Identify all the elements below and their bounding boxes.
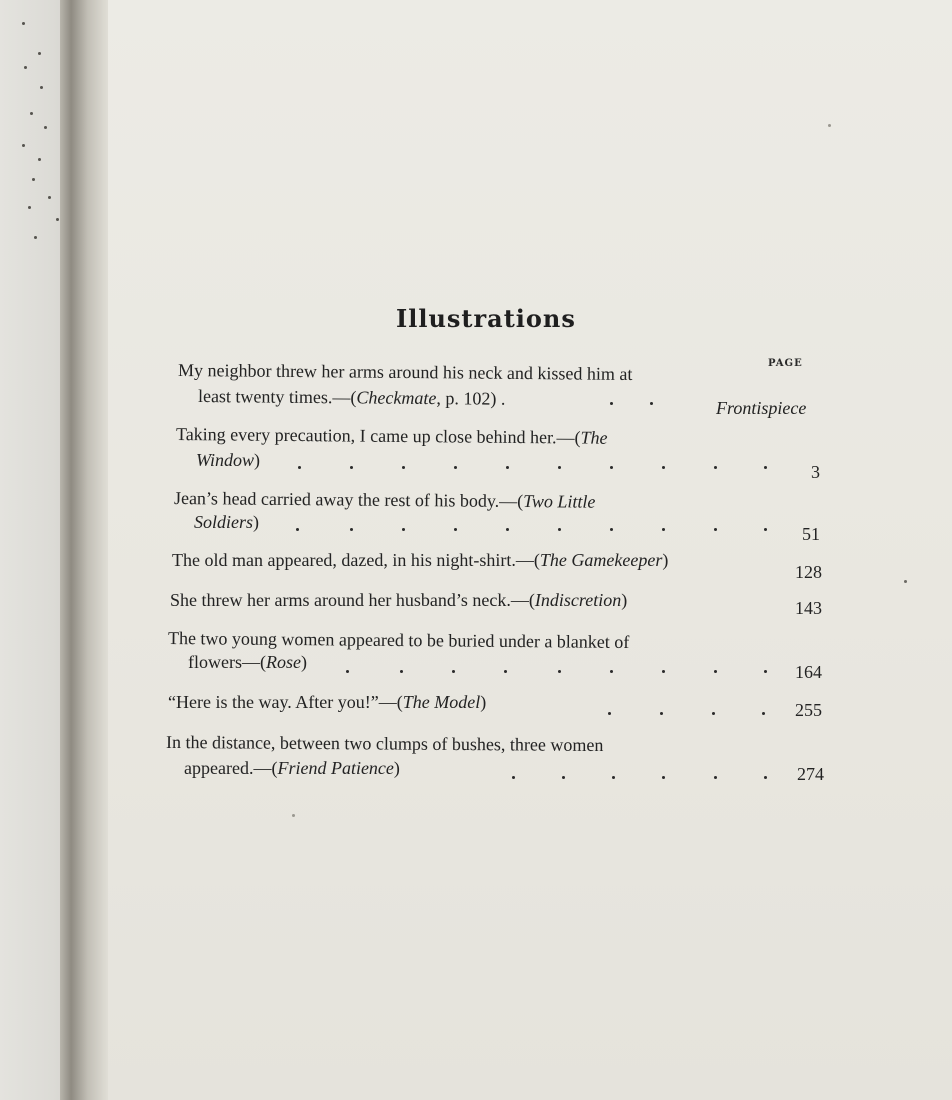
story-title: Indiscretion	[534, 590, 622, 610]
leader-dots	[608, 712, 778, 728]
leader-dot	[764, 528, 767, 531]
leader-dot	[504, 670, 507, 673]
leader-dots	[298, 466, 778, 482]
illustration-entry-line	[184, 758, 400, 779]
entry-text: least twenty times.—(	[197, 386, 357, 408]
entry-text: )	[662, 550, 669, 570]
entry-text: appeared.—(	[184, 758, 278, 778]
leader-dot	[558, 670, 561, 673]
leader-dot	[764, 466, 767, 469]
leader-dot	[714, 466, 717, 469]
entry-text: “Here is the way. After you!”—(	[168, 692, 403, 712]
illustration-entry-line	[166, 732, 604, 756]
story-title: Window	[196, 450, 255, 470]
margin-dot	[24, 66, 27, 69]
leader-dot	[650, 402, 653, 405]
page-number: 51	[802, 524, 820, 544]
illustration-entry-line	[196, 450, 260, 471]
leader-dot	[610, 670, 613, 673]
leader-dot	[762, 712, 765, 715]
leader-dot	[400, 670, 403, 673]
leader-dot	[558, 466, 561, 469]
paper-speck	[828, 124, 831, 127]
entry-text: flowers—(	[188, 652, 266, 672]
leader-dot	[402, 466, 405, 469]
page-number: 274	[797, 764, 824, 784]
leader-dot	[662, 776, 665, 779]
leader-dot	[660, 712, 663, 715]
leader-dot	[454, 528, 457, 531]
page-title: Illustrations	[396, 304, 576, 333]
leader-dot	[610, 402, 613, 405]
margin-dot	[28, 206, 31, 209]
page-reference-text: Frontispiece	[716, 398, 807, 418]
story-title: Checkmate	[356, 387, 437, 409]
paper-speck	[292, 814, 295, 817]
entry-text: )	[393, 758, 400, 778]
leader-dot	[350, 466, 353, 469]
leader-dot	[714, 776, 717, 779]
margin-dot	[22, 22, 25, 25]
page-column-heading: PAGE	[768, 358, 803, 369]
entry-text: )	[621, 590, 628, 610]
page-number: 3	[811, 462, 820, 482]
entry-text: Jean’s head carried away the rest of his body.—(	[173, 488, 524, 512]
leader-dot	[764, 670, 767, 673]
leader-dots	[346, 670, 776, 686]
story-title: The Gamekeeper	[539, 550, 663, 570]
margin-dot	[44, 126, 47, 129]
illustration-entry-line	[170, 590, 627, 611]
leader-dots	[512, 776, 782, 792]
margin-dot	[32, 178, 35, 181]
illustration-entry-line	[194, 512, 259, 533]
leader-dot	[402, 528, 405, 531]
leader-dot	[714, 670, 717, 673]
entry-text: The old man appeared, dazed, in his night-shirt.—(	[172, 550, 540, 570]
illustration-entry-line	[168, 628, 630, 653]
leader-dot	[610, 466, 613, 469]
margin-dot	[30, 112, 33, 115]
margin-dot	[38, 52, 41, 55]
illustration-entry-line	[174, 488, 596, 513]
leader-dot	[662, 528, 665, 531]
leader-dot	[608, 712, 611, 715]
leader-dot	[454, 466, 457, 469]
entry-text: )	[253, 512, 260, 532]
illustration-entry-line	[198, 386, 506, 410]
leader-dot	[714, 528, 717, 531]
page-reference	[716, 398, 806, 419]
story-title: Soldiers	[194, 512, 254, 532]
leader-dot	[662, 466, 665, 469]
entry-text: )	[480, 692, 487, 712]
margin-dot	[38, 158, 41, 161]
leader-dot	[350, 528, 353, 531]
leader-dot	[296, 528, 299, 531]
story-title: Two Little	[523, 491, 596, 512]
leader-dot	[562, 776, 565, 779]
leader-dot	[662, 670, 665, 673]
illustration-entry-line	[168, 692, 486, 713]
leader-dot	[558, 528, 561, 531]
leader-dot	[452, 670, 455, 673]
entry-text: )	[300, 652, 307, 672]
entry-text: )	[254, 450, 261, 470]
illustration-entry-line	[172, 550, 668, 571]
entry-text: In the distance, between two clumps of bushes, three women	[165, 732, 604, 756]
story-title: The	[580, 427, 608, 448]
leader-dots	[296, 528, 776, 544]
leader-dot	[764, 776, 767, 779]
leader-dot	[610, 528, 613, 531]
leader-dots	[610, 402, 670, 418]
margin-dot	[48, 196, 51, 199]
margin-dot	[22, 144, 25, 147]
entry-text: , p. 102) .	[436, 388, 506, 409]
story-title: The Model	[402, 692, 481, 712]
page-number: 164	[795, 662, 822, 682]
story-title: Rose	[265, 652, 301, 672]
paper-speck	[904, 580, 907, 583]
leader-dot	[506, 466, 509, 469]
entry-text: My neighbor threw her arms around his neck and kissed him at	[177, 360, 633, 384]
page-number: 143	[795, 598, 822, 618]
margin-dot	[40, 86, 43, 89]
illustration-entry-line	[188, 652, 307, 673]
margin-dot	[34, 236, 37, 239]
leader-dot	[506, 528, 509, 531]
leader-dot	[712, 712, 715, 715]
entry-text: She threw her arms around her husband’s neck.—(	[170, 590, 535, 610]
leader-dot	[512, 776, 515, 779]
entry-text: The two young women appeared to be buried under a blanket of	[167, 628, 630, 653]
margin-dot	[56, 218, 59, 221]
page-number: 128	[795, 562, 822, 582]
illustration-entry-line	[176, 424, 608, 449]
story-title: Friend Patience	[277, 758, 394, 778]
entry-text: Taking every precaution, I came up close behind her.—(	[175, 424, 581, 448]
page-number: 255	[795, 700, 822, 720]
leader-dot	[612, 776, 615, 779]
leader-dot	[298, 466, 301, 469]
leader-dot	[346, 670, 349, 673]
